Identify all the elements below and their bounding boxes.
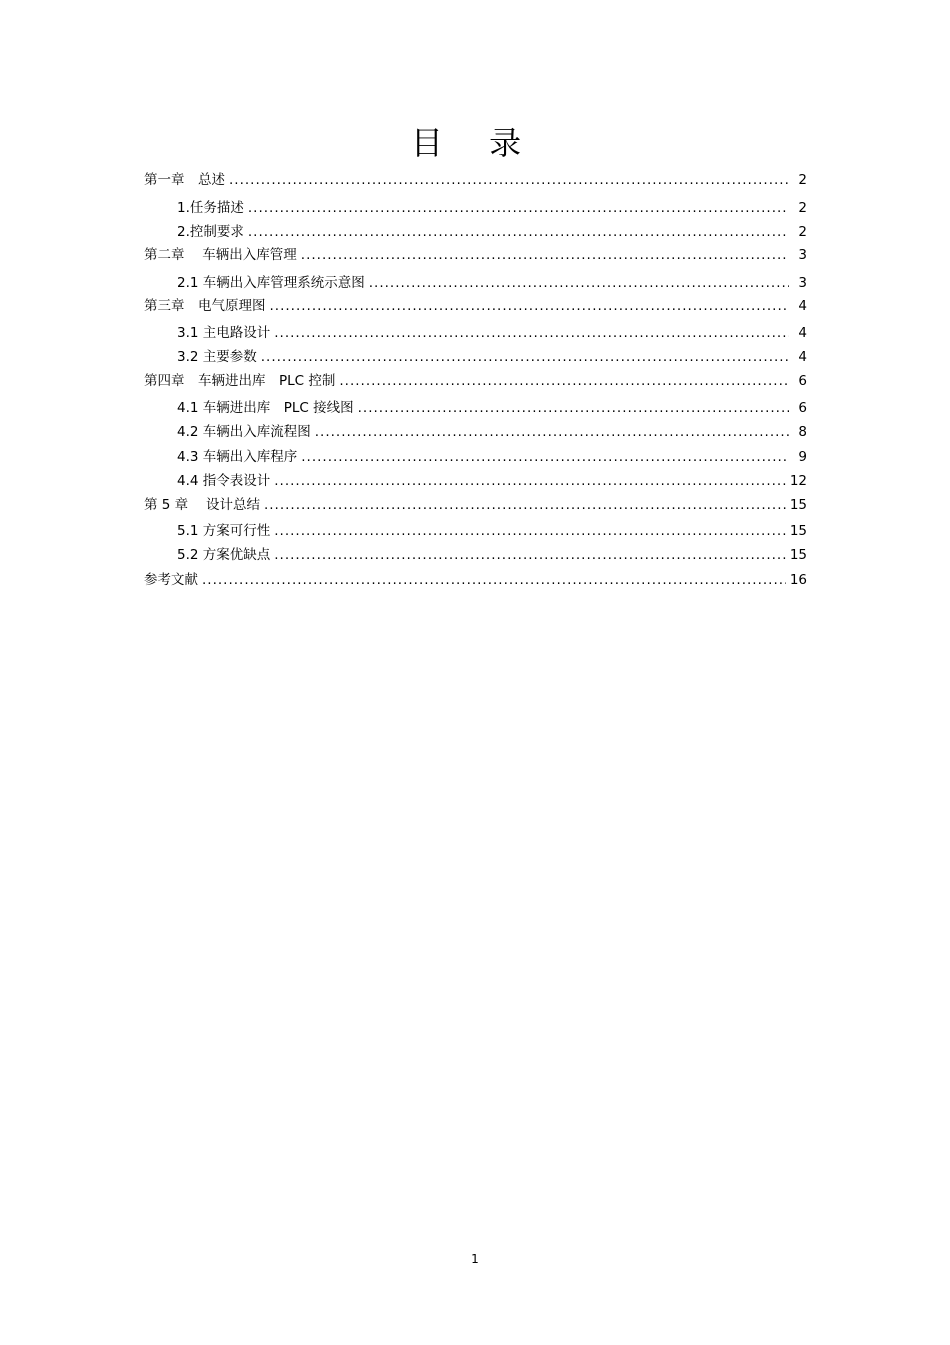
toc-entry-references[interactable] [144,568,807,588]
toc-entry-4-2[interactable] [177,420,807,440]
toc-entry-chapter-2[interactable] [144,243,807,263]
toc-entry-label: 第三章 电气原理图 [144,298,266,314]
dot-leader [358,400,789,416]
toc-entry-page: 3 [798,247,807,263]
toc-entry-label: 第二章 车辆出入库管理 [144,247,297,263]
toc-entry-label: 2.1 车辆出入库管理系统示意图 [177,275,365,291]
toc-entry-1-1[interactable] [177,196,807,216]
toc-entry-chapter-3[interactable] [144,294,807,314]
dot-leader [270,298,790,314]
toc-entry-page: 2 [798,200,807,216]
toc-entry-label: 第一章 总述 [144,172,225,188]
dot-leader [264,497,786,513]
dot-leader [301,449,789,465]
toc-entry-chapter-4[interactable] [144,369,807,389]
toc-entry-3-2[interactable] [177,345,807,365]
toc-entry-label: 3.2 主要参数 [177,349,257,365]
dot-leader [274,473,786,489]
toc-entry-label: 1.任务描述 [177,200,244,216]
toc-entry-page: 9 [798,449,807,465]
toc-entry-label: 2.控制要求 [177,224,244,240]
toc-entry-4-3[interactable] [177,445,807,465]
toc-entry-page: 4 [798,298,807,314]
toc-entry-label: 第四章 车辆进出库 PLC 控制 [144,373,336,389]
toc-entry-label: 4.3 车辆出入库程序 [177,449,298,465]
toc-entry-1-2[interactable] [177,220,807,240]
dot-leader [229,172,789,188]
dot-leader [248,224,789,240]
dot-leader [261,349,789,365]
toc-entry-label: 第 5 章 设计总结 [144,497,260,513]
toc-entry-page: 2 [798,224,807,240]
toc-entry-4-1[interactable] [177,396,807,416]
toc-entry-page: 2 [798,172,807,188]
toc-entry-3-1[interactable] [177,321,807,341]
dot-leader [274,325,789,341]
toc-entry-5-2[interactable] [177,543,807,563]
toc-entry-page: 8 [798,424,807,440]
toc-entry-page: 4 [798,325,807,341]
toc-entry-page: 15 [789,547,807,563]
toc-entry-page: 15 [789,497,807,513]
toc-entry-2-1[interactable] [177,271,807,291]
dot-leader [274,547,786,563]
toc-entry-chapter-5[interactable] [144,493,807,513]
toc-entry-label: 参考文献 [144,572,198,588]
toc-entry-page: 15 [789,523,807,539]
dot-leader [202,572,786,588]
page-number: 1 [471,1252,479,1266]
toc-entry-label: 5.2 方案优缺点 [177,547,271,563]
toc-entry-4-4[interactable] [177,469,807,489]
toc-entry-page: 6 [798,400,807,416]
toc-entry-page: 6 [798,373,807,389]
dot-leader [339,373,789,389]
dot-leader [315,424,789,440]
toc-entry-label: 4.4 指令表设计 [177,473,271,489]
toc-entry-label: 3.1 主电路设计 [177,325,271,341]
dot-leader [369,275,789,291]
toc-entry-label: 4.1 车辆进出库 PLC 接线图 [177,400,354,416]
dot-leader [274,523,786,539]
toc-entry-page: 3 [798,275,807,291]
toc-entry-label: 4.2 车辆出入库流程图 [177,424,311,440]
toc-entry-label: 5.1 方案可行性 [177,523,271,539]
toc-entry-page: 4 [798,349,807,365]
dot-leader [248,200,789,216]
dot-leader [301,247,789,263]
toc-entry-5-1[interactable] [177,519,807,539]
toc-entry-page: 12 [789,473,807,489]
toc-title: 目 录 [410,124,540,162]
toc-entry-chapter-1[interactable] [144,168,807,188]
toc-entry-page: 16 [789,572,807,588]
